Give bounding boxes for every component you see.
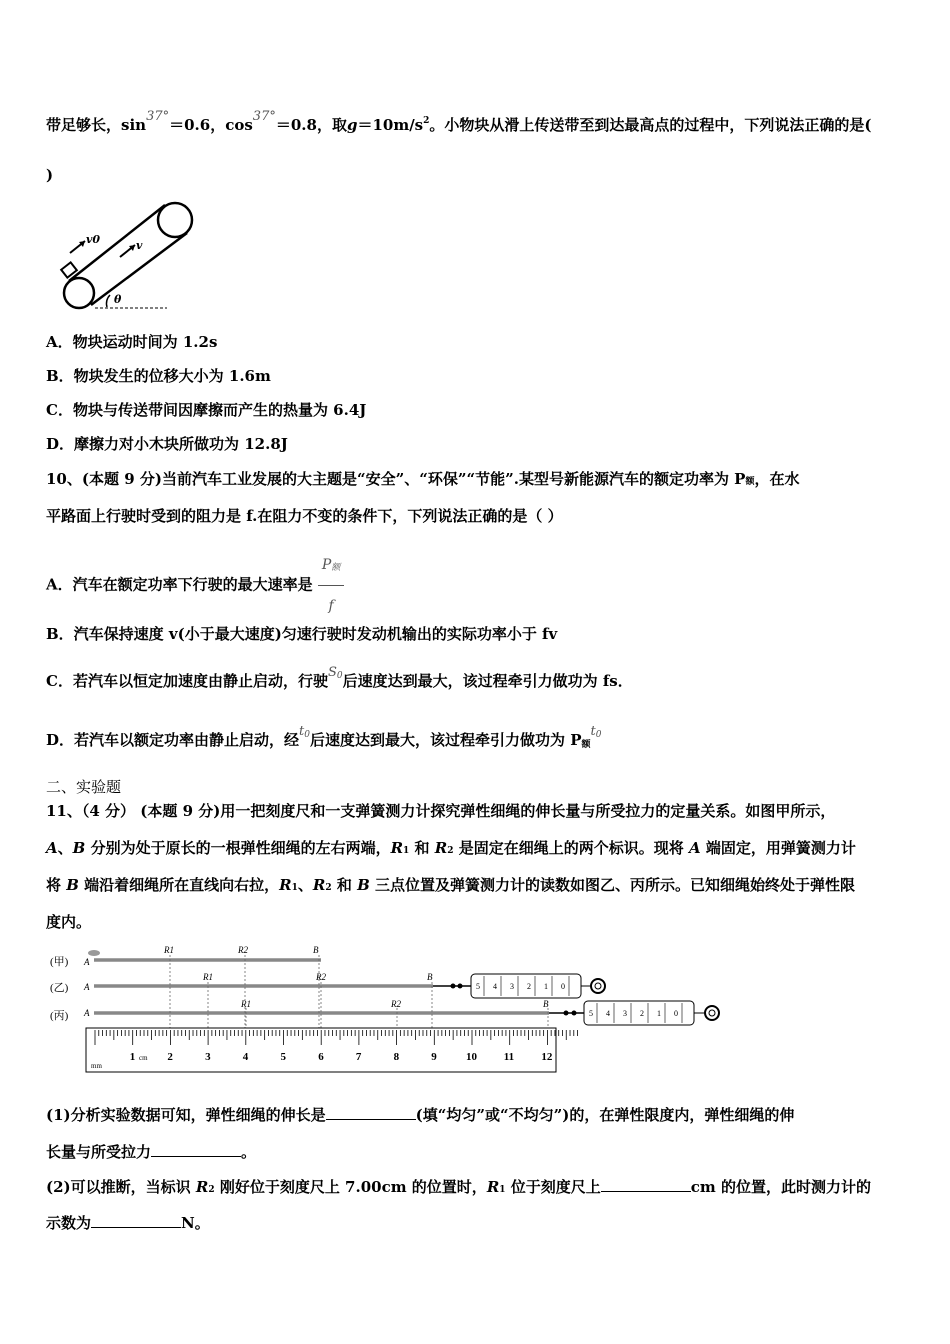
- ruler-number: 3: [205, 1051, 211, 1063]
- svg-text:B: B: [427, 972, 433, 982]
- svg-text:R1: R1: [203, 972, 213, 982]
- label-bing: (丙): [50, 1010, 69, 1022]
- ruler-number: 6: [318, 1051, 324, 1063]
- answer-blank-1[interactable]: [326, 1105, 416, 1120]
- svg-text:R2: R2: [391, 999, 401, 1009]
- angle-37: 37°: [146, 109, 170, 124]
- v-label: v: [136, 239, 143, 252]
- lower-pulley: [64, 278, 94, 308]
- q11-part1-line2: 长量与所受拉力 。: [46, 1143, 257, 1161]
- angle-37b: 37°: [252, 109, 276, 124]
- ruler-number: 4: [242, 1051, 249, 1063]
- max-speed-fraction: $\frac{P_额}{f}$: [318, 545, 344, 626]
- label-jia: (甲): [50, 956, 69, 968]
- ruler-number: 9: [431, 1051, 437, 1063]
- ruler-number: 10: [466, 1051, 477, 1063]
- ruler-number: 1: [129, 1051, 136, 1063]
- q9-option-c: C．物块与传送带间因摩擦而产生的热量为 6.4J: [46, 401, 367, 419]
- q10-option-d: D．若汽车以额定功率由静止启动，经$t_0$后速度达到最大，该过程牵引力做功为 $P_额t_0$: [46, 724, 602, 750]
- gauge-number: 1: [657, 1009, 661, 1018]
- ruler-number: 11: [503, 1051, 515, 1063]
- q10-option-b: B．汽车保持速度 v(小于最大速度)匀速行驶时发动机输出的实际功率小于 fv: [46, 625, 558, 643]
- answer-blank-4[interactable]: [91, 1213, 181, 1228]
- anchor-knob: [88, 950, 100, 956]
- svg-text:R1: R1: [241, 999, 251, 1009]
- q11-stem-line3: 将 B 端沿着细绳所在直线向右拉，$R_1$、$R_2$ 和 B 三点位置及弹簧测力计的读数如图乙、丙所示。已知细绳始终处于弹性限: [46, 876, 856, 894]
- q11-stem-line1: 11、（4 分） (本题 9 分)用一把刻度尺和一支弹簧测力计探究弹性细绳的伸长量与所受拉力的定量关系。如图甲所示，: [46, 802, 836, 820]
- gauge-number: 5: [476, 982, 480, 991]
- q11-stem-line4: 度内。: [46, 913, 92, 931]
- elastic-cord-figure: [46, 940, 736, 1075]
- q10-option-c: C．若汽车以恒定加速度由静止启动，行驶$S_0$后速度达到最大，该过程牵引力做功为 fs．: [46, 665, 633, 690]
- svg-text:A: A: [84, 1008, 90, 1018]
- answer-blank-3[interactable]: [601, 1177, 691, 1192]
- q11-stem-line2: A、B 分别为处于原长的一根弹性细绳的左右两端，$R_1$ 和 $R_2$ 是固定在细绳上的两个标识。现将 A 端固定，用弹簧测力计: [46, 839, 856, 857]
- svg-text:mm: mm: [91, 1062, 102, 1070]
- gauge-number: 1: [544, 982, 548, 991]
- gauge-number: 2: [527, 982, 531, 991]
- upper-pulley: [158, 203, 192, 237]
- gauge-number: 4: [493, 982, 497, 991]
- svg-text:A: A: [84, 982, 90, 992]
- svg-text:A: A: [84, 957, 90, 967]
- gauge-number: 3: [623, 1009, 627, 1018]
- svg-text:R2: R2: [238, 945, 248, 955]
- q10-stem-line2: 平路面上行驶时受到的阻力是 f.在阻力不变的条件下，下列说法正确的是（ ）: [46, 507, 563, 525]
- gauge-number: 5: [589, 1009, 593, 1018]
- ruler-number: 8: [393, 1051, 400, 1063]
- q9-stem-line1: 带足够长，sin37°＝0.6，cos37°＝0.8，取$g=10m/s^2$。小物块从滑上传送带至到达最高点的过程中，下列说法正确的是(: [46, 109, 872, 134]
- q9-option-b: B．物块发生的位移大小为 1.6m: [46, 367, 271, 385]
- ruler-number: 7: [355, 1051, 362, 1063]
- q10-stem-line1: 10、(本题 9 分)当前汽车工业发展的大主题是“安全”、“环保”“节能”.某型号新能源汽车的额定功率为 $P_额$，在水: [46, 470, 800, 488]
- q9-option-d: D．摩擦力对小木块所做功为 12.8J: [46, 435, 288, 453]
- ruler-number: 2: [167, 1051, 173, 1063]
- q9-option-a: A．物块运动时间为 1.2s: [46, 333, 218, 351]
- svg-text:cm: cm: [139, 1054, 148, 1062]
- answer-blank-2[interactable]: [151, 1142, 241, 1157]
- gauge-number: 0: [674, 1009, 678, 1018]
- q11-part2-line1: (2)可以推断，当标识 $R_2$ 刚好位于刻度尺上 7.00cm 的位置时，$R_1$ 位于刻度尺上 cm 的位置，此时测力计的: [46, 1178, 872, 1196]
- theta-label: θ: [114, 293, 122, 306]
- svg-text:R1: R1: [164, 945, 174, 955]
- section-experiment-title: 二、实验题: [46, 778, 122, 796]
- gauge-number: 2: [640, 1009, 644, 1018]
- q9-stem-line2: ): [46, 166, 54, 184]
- label-yi: (乙): [50, 982, 69, 994]
- gauge-number: 0: [561, 982, 565, 991]
- ruler-number: 12: [541, 1051, 553, 1063]
- gauge-number: 3: [510, 982, 514, 991]
- svg-text:B: B: [543, 999, 549, 1009]
- ruler-number: 5: [280, 1051, 286, 1063]
- svg-text:R2: R2: [316, 972, 326, 982]
- gauge-number: 4: [606, 1009, 610, 1018]
- svg-text:B: B: [313, 945, 319, 955]
- q10-option-a: A．汽车在额定功率下行驶的最大速率是 $\frac{P_额}{f}$: [46, 545, 344, 626]
- q11-part1-line1: (1)分析实验数据可知，弹性细绳的伸长是 (填“均匀”或“不均匀”)的，在弹性限度内，弹性细绳的伸: [46, 1106, 795, 1124]
- q11-part2-line2: 示数为 N。: [46, 1214, 210, 1232]
- v0-label: v0: [86, 233, 101, 246]
- conveyor-figure: [55, 195, 205, 315]
